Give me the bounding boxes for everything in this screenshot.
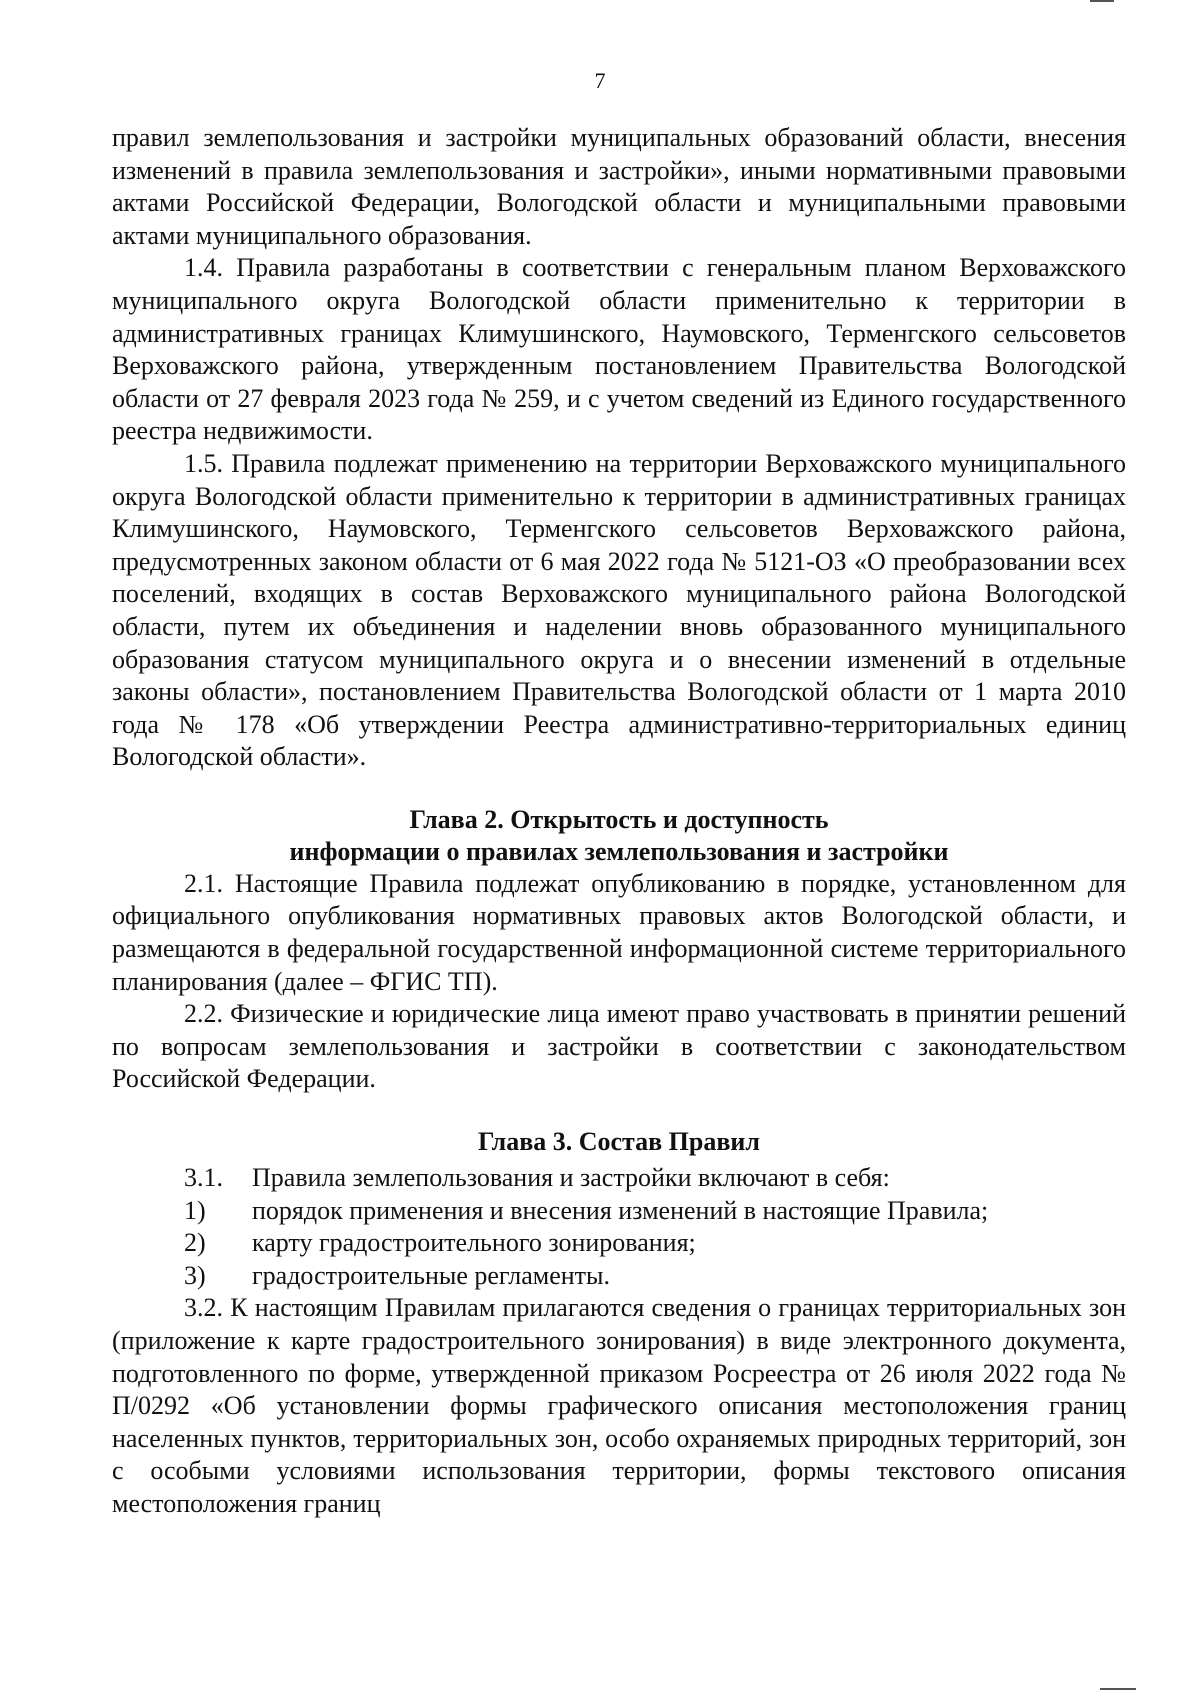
- paragraph-2-1: 2.1. Настоящие Правила подлежат опубликованию в порядке, установленном для официального опубликования нормативных правовых актов Вологодской области, и размещаются в федеральной государственной информационной системе территориального планирования (далее – ФГИС ТП).: [112, 868, 1126, 996]
- document-body: [112, 122, 1126, 1521]
- paragraph-continuation: правил землепользования и застройки муниципальных образований области, внесения изменений в правила землепользования и застройки», иными нормативными правовыми актами Российской Федерации, Вологодской области и муниципальными правовыми актами муниципального образования.: [112, 123, 1126, 250]
- scan-mark-bottom-right: [1100, 1688, 1136, 1690]
- paragraph-2-2: 2.2. Физические и юридические лица имеют право участвовать в принятии решений по вопросам землепользования и застройки в соответствии с законодательством Российской Федерации.: [112, 999, 1126, 1094]
- paragraph-3-1-text: Правила землепользования и застройки включают в себя:: [252, 1163, 890, 1193]
- chapter-2-heading: [112, 804, 1126, 868]
- list-item-text: карту градостроительного зонирования;: [252, 1228, 696, 1258]
- paragraph-1-5: 1.5. Правила подлежат применению на территории Верховажского муниципального округа Вологодской области применительно к территории в административных границах Климушинского, Наумовского, Терменгского сельсоветов Верховажского района, предусмотренных законом области от 6 мая 2022 года № 5121-ОЗ «О преобразовании всех поселений, входящих в состав Верховажского муниципального района Вологодской области, путем их объединения и наделении вновь образованного муниципального образования статусом муниципального округа и о внесении изменений в отдельные законы области», постановлением Правительства Вологодской области от 1 марта 2010 года № 178 «Об утверждении Реестра административно-территориальных единиц Вологодской области».: [112, 448, 1126, 772]
- list-item: [112, 1260, 1126, 1293]
- chapter-2-title-line-2: информации о правилах землепользования и застройки: [289, 836, 949, 866]
- page-number: 7: [594, 68, 606, 93]
- paragraph-1-4: 1.4. Правила разработаны в соответствии с генеральным планом Верховажского муниципального округа Вологодской области применительно к территории в административных границах Климушинского, Наумовского, Терменгского сельсоветов Верховажского района, утвержденным постановлением Правительства Вологодской области от 27 февраля 2023 года № 259, и с учетом сведений из Единого государственного реестра недвижимости.: [112, 253, 1126, 446]
- list-item-number: 2): [184, 1228, 206, 1258]
- paragraph-3-2: 3.2. К настоящим Правилам прилагаются сведения о границах территориальных зон (приложение к карте градостроительного зонирования) в виде электронного документа, подготовленного по форме, утвержденной приказом Росреестра от 26 июля 2022 года № П/0292 «Об установлении формы графического описания местоположения границ населенных пунктов, территориальных зон, особо охраняемых природных территорий, зон с особыми условиями использования территории, формы текстового описания местоположения границ: [112, 1293, 1126, 1518]
- list-item-number: 3): [184, 1260, 206, 1290]
- paragraph-3-1-number: 3.1.: [184, 1163, 223, 1193]
- paragraph-3-1: [112, 1162, 1126, 1195]
- chapter-3-heading: Глава 3. Состав Правил: [478, 1127, 760, 1157]
- list-item: [112, 1195, 1126, 1228]
- list-item-number: 1): [184, 1195, 206, 1225]
- list-item-text: порядок применения и внесения изменений в настоящие Правила;: [252, 1195, 989, 1225]
- list-item-text: градостроительные регламенты.: [252, 1260, 611, 1290]
- chapter-2-title-line-1: Глава 2. Открытость и доступность: [409, 804, 829, 834]
- list-item: [112, 1227, 1126, 1260]
- scan-mark-top-right: [1090, 0, 1114, 2]
